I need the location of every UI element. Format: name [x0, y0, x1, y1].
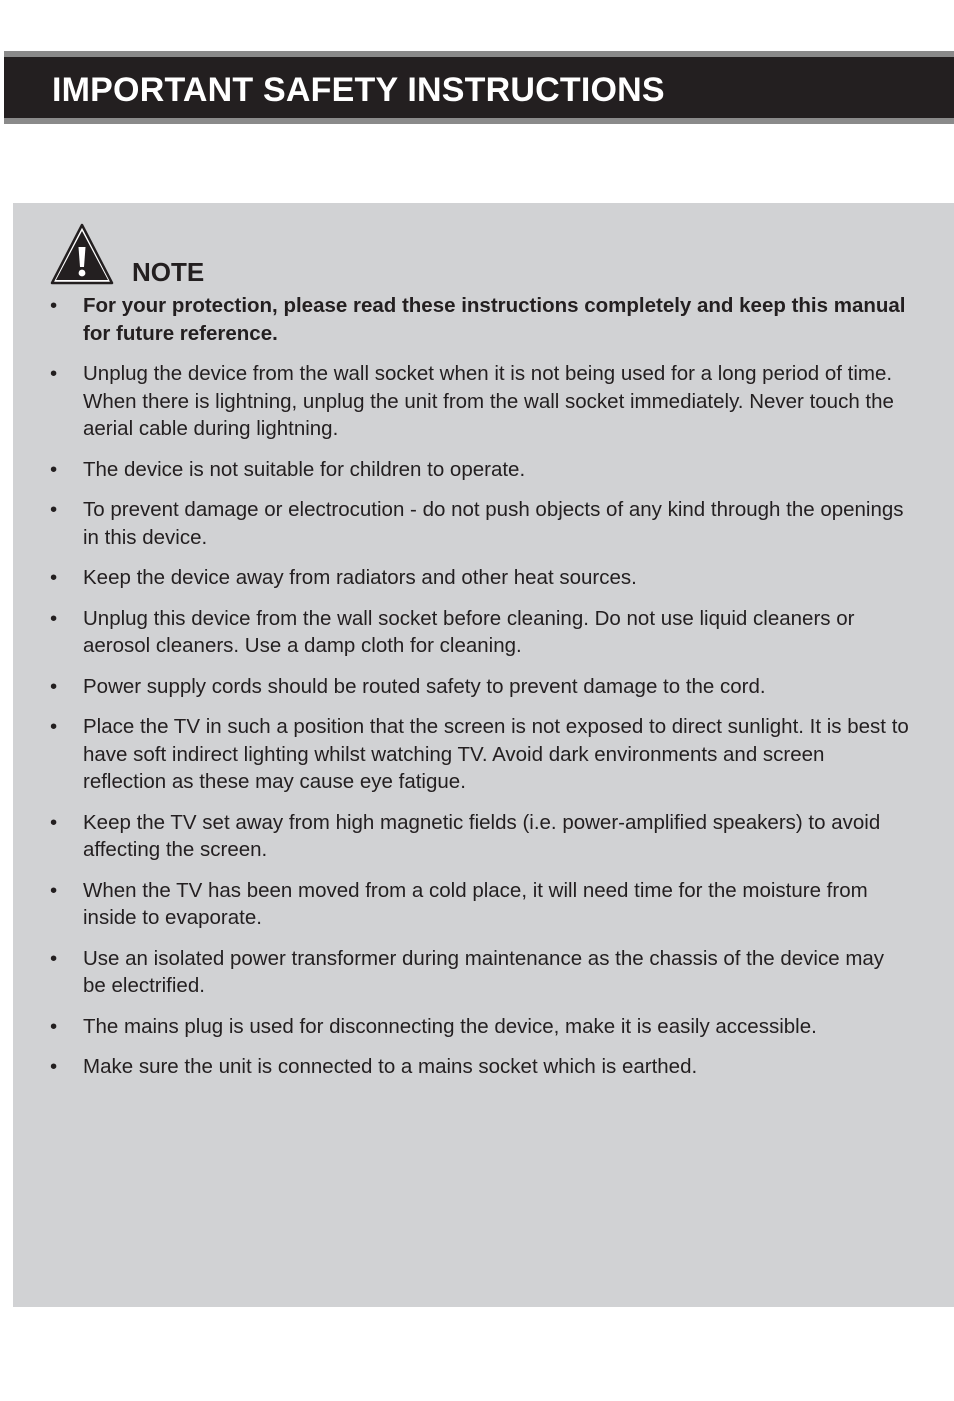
page-title: IMPORTANT SAFETY INSTRUCTIONS	[52, 71, 665, 109]
list-item	[50, 713, 910, 796]
list-item-text: Unplug the device from the wall socket when it is not being used for a long period of time. When there is lightning, unplug the unit from the wall socket immediately. Never touch the aerial cable during lightning.	[83, 362, 894, 440]
list-item-text: The device is not suitable for children to operate.	[83, 457, 526, 481]
list-item-text: Power supply cords should be routed safety to prevent damage to the cord.	[83, 674, 766, 698]
list-item	[50, 360, 910, 443]
bullet: •	[50, 1014, 58, 1038]
list-item	[50, 292, 910, 347]
list-item-text: Unplug this device from the wall socket before cleaning. Do not use liquid cleaners or aerosol cleaners. Use a damp cloth for cleaning.	[83, 606, 855, 657]
list-item	[50, 496, 910, 551]
bullet: •	[50, 457, 58, 481]
list-item	[50, 945, 910, 1000]
list-item-text: For your protection, please read these instructions completely and keep this manual for future reference.	[83, 294, 906, 345]
header-bar	[4, 51, 954, 124]
bullet: •	[50, 946, 58, 970]
bullet: •	[50, 810, 58, 834]
safety-instructions-list	[50, 292, 910, 1094]
list-item-text: When the TV has been moved from a cold place, it will need time for the moisture from inside to evaporate.	[83, 878, 868, 929]
warning-triangle-icon	[50, 223, 114, 285]
list-item	[50, 809, 910, 864]
list-item	[50, 605, 910, 660]
note-panel	[13, 203, 954, 1307]
bullet: •	[50, 606, 58, 630]
list-item	[50, 456, 910, 484]
bullet: •	[50, 715, 58, 738]
list-item-text: To prevent damage or electrocution - do not push objects of any kind through the openings in this device.	[83, 498, 904, 549]
bullet: •	[50, 566, 58, 589]
list-item	[50, 564, 910, 592]
list-item-text: Use an isolated power transformer during maintenance as the chassis of the device may be electrified.	[83, 946, 885, 997]
note-title: NOTE	[132, 257, 205, 287]
bullet: •	[50, 498, 58, 521]
list-item	[50, 673, 910, 701]
list-item-text: Keep the device away from radiators and other heat sources.	[83, 566, 637, 589]
list-item	[50, 1053, 910, 1081]
bullet: •	[50, 294, 58, 317]
list-item-text: Make sure the unit is connected to a mains socket which is earthed.	[83, 1055, 698, 1078]
list-item-text: Keep the TV set away from high magnetic fields (i.e. power-amplified speakers) to avoid affecting the screen.	[83, 810, 881, 861]
bullet: •	[50, 1055, 58, 1078]
bullet: •	[50, 878, 58, 902]
list-item-text: The mains plug is used for disconnecting the device, make it is easily accessible.	[83, 1014, 817, 1038]
list-item	[50, 1013, 910, 1041]
bullet: •	[50, 362, 58, 385]
bullet: •	[50, 674, 58, 698]
list-item-text: Place the TV in such a position that the screen is not exposed to direct sunlight. It is best to have soft indirect lighting whilst watching TV. Avoid dark environments and screen reflection as these may cause eye fatigue.	[83, 715, 909, 793]
list-item	[50, 877, 910, 932]
